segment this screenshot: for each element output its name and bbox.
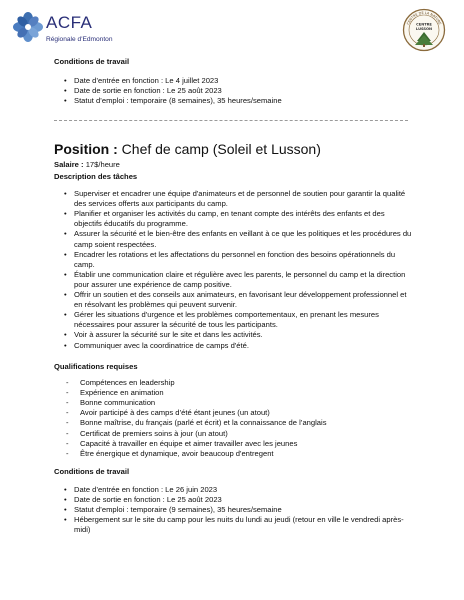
salary-line xyxy=(54,160,120,170)
work-conditions-list-1 xyxy=(54,76,414,106)
acfa-logo xyxy=(12,9,132,49)
position-label: Position : xyxy=(54,141,118,157)
description-heading: Description des tâches xyxy=(54,172,138,181)
list-item: • Offrir un soutien et des conseils aux animateurs, en favorisant leur développement professionnel et en résolvant les problèmes qui peuvent survenir. xyxy=(54,290,414,310)
position-name: Chef de camp (Soleil et Lusson) xyxy=(121,141,321,157)
list-item: • Superviser et encadrer une équipe d'animateurs et de personnel de soutien pour garantir la qualité des services offerts aux participants du camp. xyxy=(54,189,414,209)
description-list xyxy=(54,189,414,351)
seal-line-1: CENTRE xyxy=(416,22,432,27)
list-item: • Gérer les situations d'urgence et les problèmes comportementaux, en prenant les mesures nécessaires pour assurer la sécurité de tous les participants. xyxy=(54,310,414,330)
work-conditions-2 xyxy=(54,467,414,536)
list-item: • Hébergement sur le site du camp pour les nuits du lundi au jeudi (retour en ville le vendredi après-midi) xyxy=(54,515,414,535)
list-item: - Bonne communication xyxy=(54,398,414,408)
qualifications xyxy=(54,362,414,459)
list-item: - Être énergique et dynamique, avoir beaucoup d'entregent xyxy=(54,449,414,459)
seal-line-2: LUSSON xyxy=(415,27,433,31)
qualifications-heading: Qualifications requises xyxy=(54,362,138,371)
list-item: • Date de sortie en fonction : Le 25 août 2023 xyxy=(54,86,414,96)
list-item: - Bonne maîtrise, du français (parlé et écrit) et la connaissance de l’anglais xyxy=(54,418,414,428)
list-item: • Statut d’emploi : temporaire (8 semaines), 35 heures/semaine xyxy=(54,96,414,106)
flower-logo-icon xyxy=(12,11,44,43)
work-conditions-list-2 xyxy=(54,485,414,535)
salary-label: Salaire : xyxy=(54,160,84,169)
work-conditions-heading-2: Conditions de travail xyxy=(54,467,130,476)
list-item: • Communiquer avec la coordinatrice de camps d'été. xyxy=(54,341,414,351)
list-item: - Compétences en leadership xyxy=(54,378,414,388)
centre-lusson-seal xyxy=(402,8,446,52)
seal-arc-text: CENTRE DE LA NATURE xyxy=(406,10,442,26)
job-description xyxy=(54,172,414,351)
logo-subtitle: Régionale d'Edmonton xyxy=(46,36,113,43)
list-item: • Planifier et organiser les activités du camp, en tenant compte des intérêts des enfants et des objectifs éducatifs du programme. xyxy=(54,209,414,229)
list-item: - Certificat de premiers soins à jour (un atout) xyxy=(54,429,414,439)
list-item: • Encadrer les rotations et les affectations du personnel en fonction des besoins opérationnels du camp. xyxy=(54,250,414,270)
list-item: - Capacité à travailler en équipe et aimer travailler avec les jeunes xyxy=(54,439,414,449)
position-title xyxy=(54,142,321,156)
salary-value: 17$/heure xyxy=(85,160,120,169)
list-item: - Expérience en animation xyxy=(54,388,414,398)
work-conditions-1 xyxy=(54,57,414,106)
qualifications-list xyxy=(54,378,414,459)
list-item: • Assurer la sécurité et le bien-être des enfants en veillant à ce que les politiques et les procédures du camp soient respectées. xyxy=(54,229,414,249)
section-divider xyxy=(54,120,408,121)
list-item: • Statut d’emploi : temporaire (9 semaines), 35 heures/semaine xyxy=(54,505,414,515)
list-item: • Voir à assurer la sécurité sur le site et dans les activités. xyxy=(54,330,414,340)
logo-name: ACFA xyxy=(46,13,93,32)
work-conditions-heading-1: Conditions de travail xyxy=(54,57,130,66)
list-item: • Date de sortie en fonction : Le 25 août 2023 xyxy=(54,495,414,505)
list-item: • Date d’entrée en fonction : Le 26 juin 2023 xyxy=(54,485,414,495)
list-item: - Avoir participé à des camps d’été étant jeunes (un atout) xyxy=(54,408,414,418)
list-item: • Date d’entrée en fonction : Le 4 juillet 2023 xyxy=(54,76,414,86)
list-item: • Établir une communication claire et régulière avec les parents, le personnel du camp et la direction pour assurer une expérience de camp positive. xyxy=(54,270,414,290)
